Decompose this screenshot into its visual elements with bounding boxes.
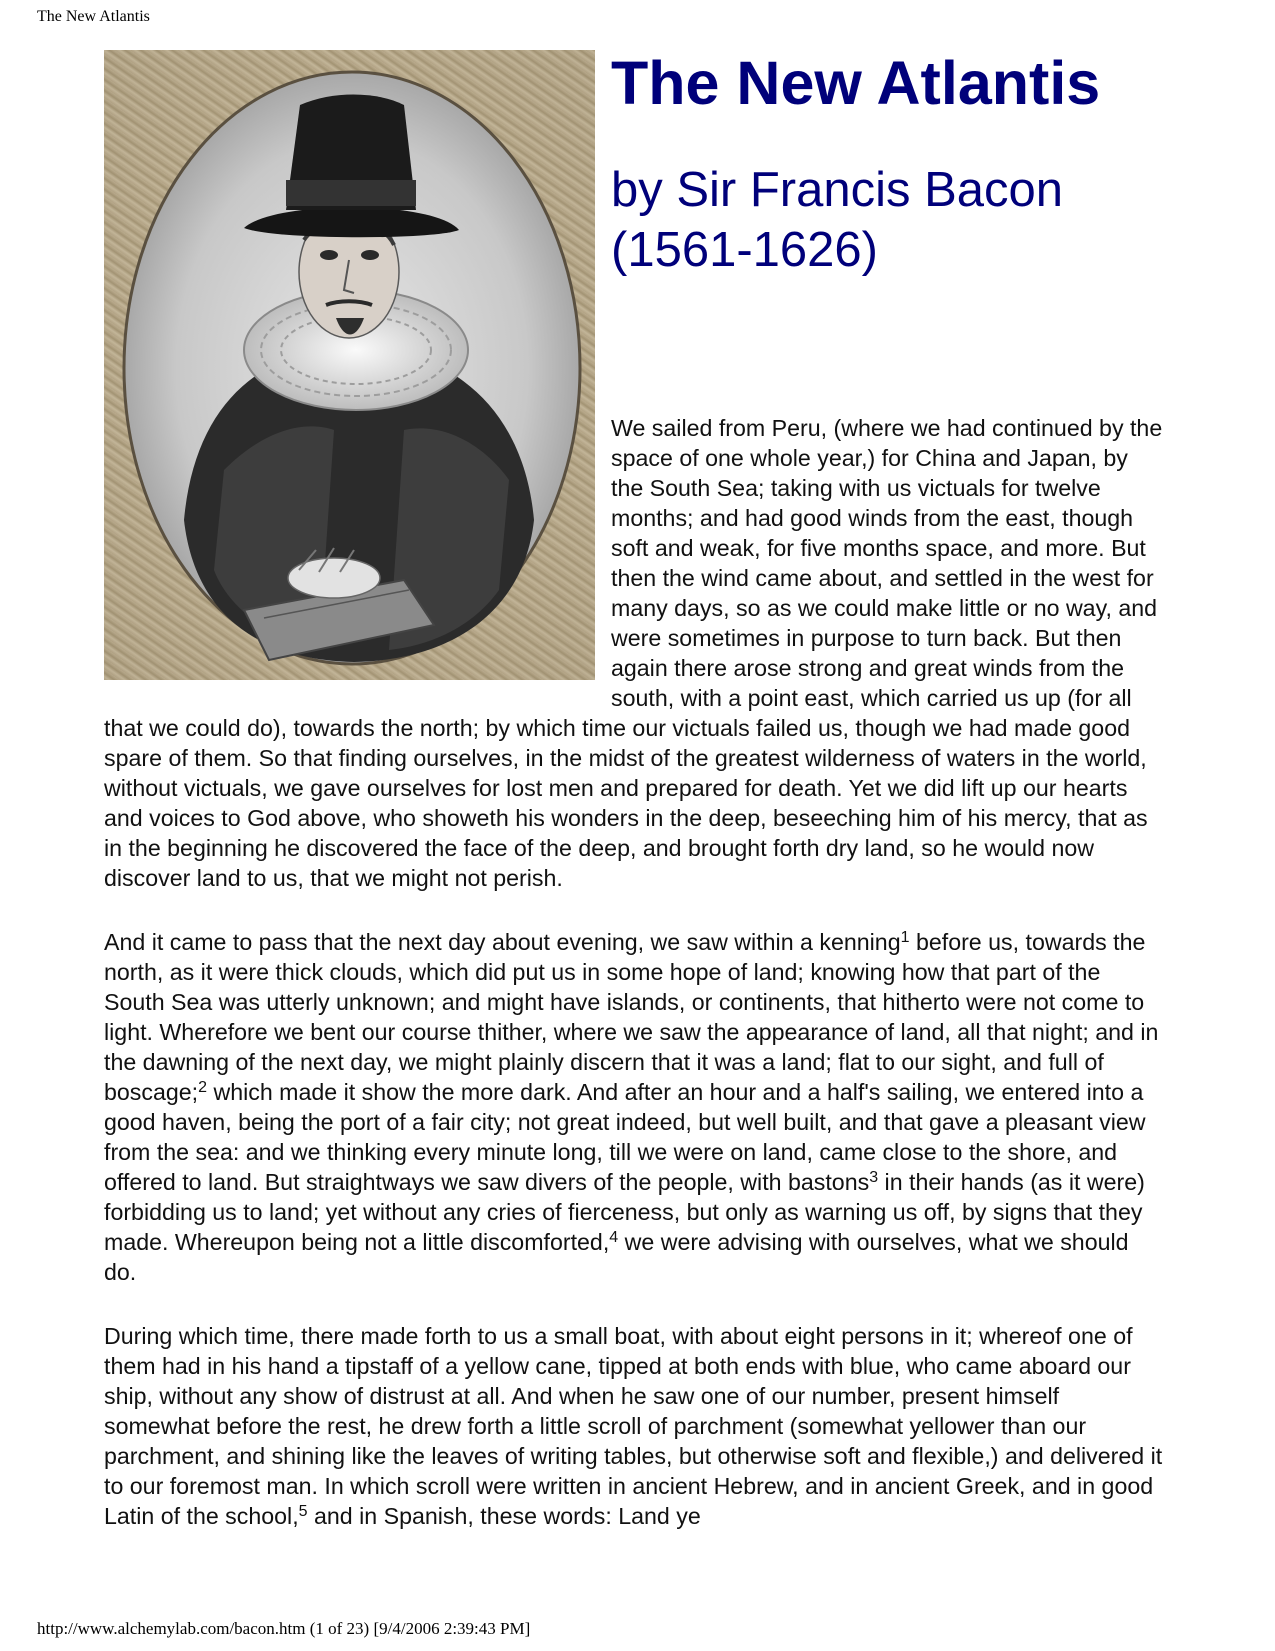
paragraph-2-text-a: And it came to pass that the next day about evening, we saw within a kenning (104, 929, 901, 955)
paragraph-2-text-c: which made it show the more dark. And after an hour and a half's sailing, we entered into a good haven, being the port of a fair city; not great indeed, but well built, and that gave a pleasant view from the sea: and we thinking every minute long, till we were on land, came close to the shore, and offered to land. But straightways we saw divers of the people, with bastons (104, 1079, 1146, 1195)
footnote-ref-5[interactable]: 5 (298, 1503, 308, 1520)
paragraph-2-text-e: we were advising with ourselves, what we should do. (104, 1229, 1129, 1285)
paragraph-1: We sailed from Peru, (where we had continued by the space of one whole year,) for China and Japan, by the South Sea; taking with us victuals for twelve months; and had good winds from the east, though soft and weak, for five months space, and more. But then the wind came about, and settled in the west for many days, so as we could make little or no way, and were sometimes in purpose to turn back. But then again there arose strong and great winds from the south, with a point east, which carried us up (for all that we could do), towards the north; by which time our victuals failed us, though we had made good spare of them. So that finding ourselves, in the midst of the greatest wilderness of waters in the world, without victuals, we gave ourselves for lost men and prepared for death. Yet we did lift up our hearts and voices to God above, who showeth his wonders in the deep, beseeching him of his mercy, that as in the beginning he discovered the face of the deep, and brought forth dry land, so he would now discover land to us, that we might not perish. (104, 415, 1163, 891)
footnote-ref-3[interactable]: 3 (869, 1169, 879, 1186)
paragraph-3 (104, 1321, 1166, 1531)
footnote-ref-1[interactable]: 1 (900, 929, 910, 946)
footnote-ref-2[interactable]: 2 (198, 1079, 208, 1096)
byline-author: by Sir Francis Bacon (611, 163, 1064, 217)
paragraph-2-text-b: before us, towards the north, as it were thick clouds, which did put us in some hope of land; knowing how that part of the South Sea was utterly unknown; and might have islands, or continents, that hitherto were not come to light. Wherefore we bent our course thither, where we saw the appearance of land, all that night; and in the dawning of the next day, we might plainly discern that it was a land; flat to our sight, and full of boscage; (104, 929, 1159, 1105)
paragraph-3-text-a: During which time, there made forth to us a small boat, with about eight persons in it; whereof one of them had in his hand a tipstaff of a yellow cane, tipped at both ends with blue, who came aboard our ship, without any show of distrust at all. And when he saw one of our number, present himself somewhat before the rest, he drew forth a little scroll of parchment (somewhat yellower than our parchment, and shining like the leaves of writing tables, but otherwise soft and flexible,) and delivered it to our foremost man. In which scroll were written in ancient Hebrew, and in ancient Greek, and in good Latin of the school, (104, 1323, 1163, 1529)
page-content (104, 50, 1166, 1565)
paragraph-2 (104, 927, 1166, 1287)
paragraph-2-text-d: in their hands (as it were) forbidding us to land; yet without any cries of fierceness, but only as warning us off, by signs that they made. Whereupon being not a little discomforted, (104, 1169, 1145, 1255)
footnote-ref-4[interactable]: 4 (609, 1229, 619, 1246)
byline-dates: (1561-1626) (611, 223, 878, 277)
page-title: The New Atlantis (611, 49, 1101, 117)
page-footer-url: http://www.alchemylab.com/bacon.htm (1 of 23) [9/4/2006 2:39:43 PM] (37, 1619, 531, 1638)
running-head: The New Atlantis (37, 8, 150, 25)
portrait-image (104, 50, 595, 680)
portrait-engraving (104, 50, 595, 680)
paragraph-3-text-b: and in Spanish, these words: Land ye (307, 1503, 701, 1529)
